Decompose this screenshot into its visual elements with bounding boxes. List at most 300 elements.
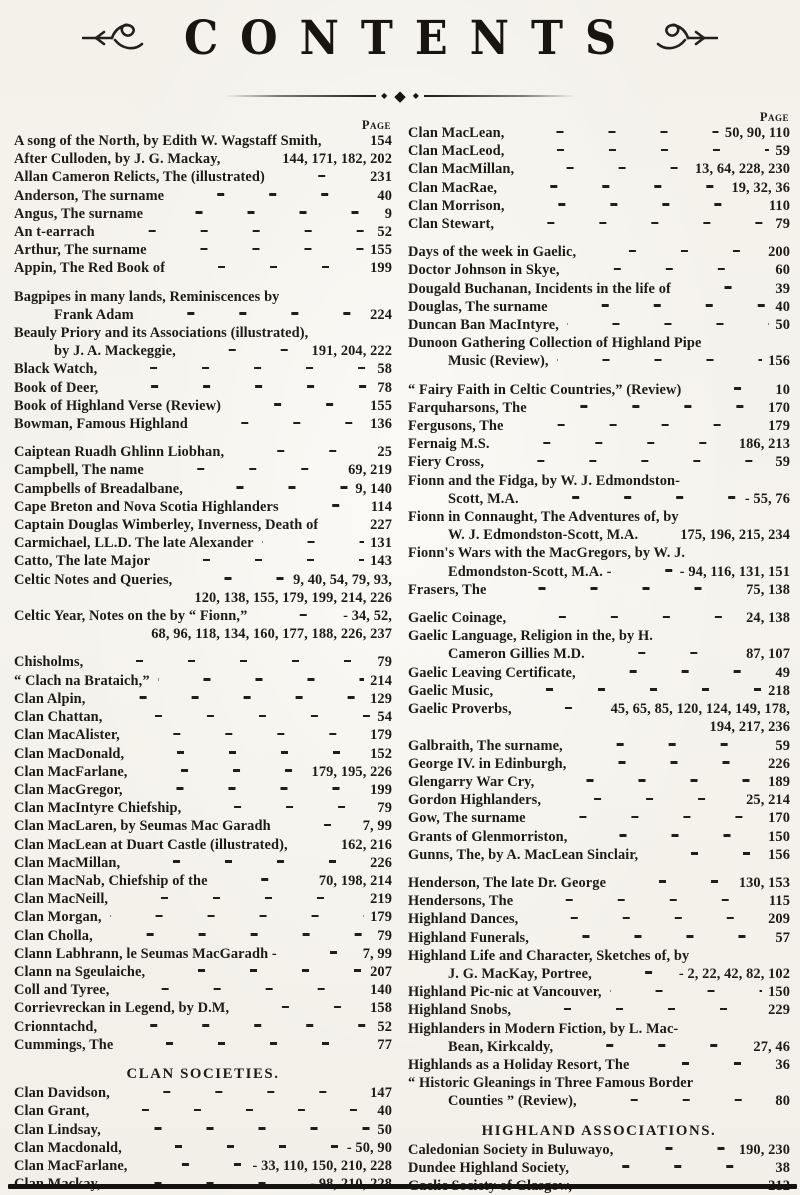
entry-pages: 158: [370, 1000, 392, 1017]
dash-leader: [103, 230, 372, 233]
entry-title: Clan Stewart,: [408, 216, 495, 233]
dash-leader: [522, 167, 689, 170]
toc-entry-line: [408, 160, 790, 178]
toc-entry-line: [14, 708, 392, 726]
toc-column-left: [14, 118, 392, 1195]
toc-entry-line: [14, 781, 392, 799]
dash-leader: [498, 442, 733, 445]
entry-title: Clan MacFarlane,: [14, 763, 128, 780]
group-gap: [14, 643, 392, 653]
entry-pages: 13, 64, 228, 230: [694, 161, 790, 178]
entry-pages: 38: [775, 1159, 790, 1176]
dash-leader: [97, 1109, 371, 1112]
toc-entry-line: [14, 672, 392, 690]
dash-leader: [326, 523, 364, 526]
entry-pages: 115: [768, 893, 790, 910]
dash-leader: [561, 1044, 747, 1047]
entry-title: Dougald Buchanan, Incidents in the life of: [408, 280, 671, 297]
toc-entry-line: [408, 682, 790, 700]
dash-leader: [557, 359, 763, 362]
dash-leader: [585, 1099, 770, 1102]
toc-entry-line: [408, 718, 790, 736]
entry-pages: 156: [768, 846, 790, 863]
toc-entry-line: [408, 563, 790, 581]
dash-leader: [614, 880, 733, 883]
entry-title: Captain Douglas Wimberley, Inverness, Death of: [14, 517, 319, 534]
entry-pages: 155: [370, 242, 392, 259]
entry-pages: 231: [370, 169, 392, 186]
entry-title: Frasers, The: [408, 581, 487, 598]
section-heading: HIGHLAND ASSOCIATIONS.: [481, 1122, 717, 1139]
group-gap: [14, 1054, 392, 1064]
entry-pages: 25, 214: [746, 792, 790, 809]
toc-entry-line: [14, 288, 392, 306]
dash-leader: [567, 323, 769, 326]
entry-title: Music (Review),: [448, 353, 549, 370]
entry-title: Cape Breton and Nova Scotia Highlanders: [14, 498, 279, 515]
entry-pages: 39: [775, 280, 790, 297]
page-column-header-left: Page: [361, 118, 391, 132]
masthead: [0, 0, 800, 68]
toc-entry-line: [408, 399, 790, 417]
flourish-right-icon: [656, 20, 718, 59]
entry-pages: 7, 99: [362, 818, 392, 835]
toc-entry-line: [14, 745, 392, 763]
toc-entry-line: [14, 1157, 392, 1175]
entry-title: Clan Alpin,: [14, 690, 86, 707]
entry-title: Caledonian Society in Buluwayo,: [408, 1141, 614, 1158]
group-gap: [14, 433, 392, 443]
entry-title: Beauly Priory and its Associations (illustrated),: [14, 325, 309, 342]
entry-title: Clan Lindsay,: [14, 1121, 101, 1138]
entry-pages: 227: [370, 517, 392, 534]
entry-title: Fionn in Connaught, The Adventures of, by: [408, 509, 679, 526]
dash-leader: [296, 842, 335, 845]
toc-entry-line: [14, 223, 392, 241]
entry-title: “ Historic Gleanings in Three Famous Border: [408, 1075, 694, 1092]
dash-leader: [128, 733, 364, 736]
entry-pages: 214: [370, 672, 392, 689]
entry-pages: 130, 153: [738, 874, 790, 891]
entry-title: Catto, The late Major: [14, 553, 151, 570]
toc-entry-line: [408, 261, 790, 279]
entry-title: Campbell, The name: [14, 462, 144, 479]
dash-leader: [229, 403, 364, 406]
dash-leader: [91, 660, 371, 663]
entry-pages: - 34, 52,: [343, 608, 392, 625]
toc-entry-line: [408, 508, 790, 526]
toc-entry-line: [408, 298, 790, 316]
entry-pages: 79: [377, 800, 392, 817]
page-title: CONTENTS: [183, 11, 639, 66]
entry-pages: 80: [775, 1093, 790, 1110]
toc-entry-line: [14, 1036, 392, 1054]
entry-title: J. G. MacKay, Portree,: [448, 965, 592, 982]
entry-title: by J. A. Mackeggie,: [54, 343, 176, 360]
dash-leader: [153, 969, 364, 972]
entry-title: Bean, Kirkcaldy,: [448, 1038, 554, 1055]
entry-title: Campbells of Breadalbane,: [14, 480, 183, 497]
entry-title: Fiery Cross,: [408, 454, 485, 471]
entry-title: Clan MacGregor,: [14, 781, 123, 798]
entry-pages: 9, 40, 54, 79, 93,: [293, 571, 392, 588]
toc-entry-line: [408, 947, 790, 965]
toc-entry-line: [14, 1102, 392, 1120]
entry-pages: 120, 138, 155, 179, 199, 214, 226: [194, 589, 392, 606]
entry-title: Caiptean Ruadh Ghlinn Liobhan,: [14, 444, 225, 461]
toc-entry-line: [408, 526, 790, 544]
entry-pages: 155: [370, 397, 392, 414]
entry-pages: 179: [370, 727, 392, 744]
entry-title: Chisholms,: [14, 654, 84, 671]
entry-title: Clan MacRae,: [408, 179, 498, 196]
dash-leader: [709, 341, 784, 344]
dash-leader: [527, 496, 739, 499]
dash-leader: [255, 614, 337, 617]
entry-pages: 226: [768, 755, 790, 772]
toc-columns: [14, 110, 790, 1195]
dash-leader: [593, 652, 740, 655]
entry-title: Duncan Ban MacIntyre,: [408, 317, 559, 334]
dash-leader: [646, 533, 674, 536]
entry-pages: 110: [768, 197, 790, 214]
toc-entry-line: [408, 645, 790, 663]
dash-leader: [279, 824, 357, 827]
entry-pages: - 55, 76: [744, 490, 790, 507]
entry-title: Angus, The surname: [14, 205, 144, 222]
dash-leader: [285, 951, 357, 954]
toc-entry-line: [14, 763, 392, 781]
toc-entry-line: [408, 453, 790, 471]
toc-entry-line: [14, 854, 392, 872]
toc-entry-line: [408, 179, 790, 197]
toc-entry-line: [408, 828, 790, 846]
dash-leader: [688, 478, 784, 481]
entry-title: Highland Snobs,: [408, 1002, 512, 1019]
dash-leader: [542, 779, 762, 782]
dash-leader: [116, 897, 364, 900]
entry-title: Clan Morrison,: [408, 197, 505, 214]
entry-pages: 143: [370, 553, 392, 570]
toc-entry-line: [14, 1139, 392, 1157]
entry-title: Clann na Sgeulaiche,: [14, 963, 146, 980]
dash-leader: [574, 761, 762, 764]
toc-entry-line: [408, 243, 790, 261]
entry-pages: 79: [775, 216, 790, 233]
dash-leader: [136, 1163, 247, 1166]
entry-pages: - 33, 110, 150, 210, 228: [252, 1157, 392, 1174]
dash-leader: [101, 933, 372, 936]
entry-title: Frank Adam: [54, 306, 134, 323]
entry-pages: 68, 96, 118, 134, 160, 177, 188, 226, 237: [151, 626, 392, 643]
dash-leader: [130, 1145, 341, 1148]
toc-entry-line: [14, 1018, 392, 1036]
entry-title: Celtic Notes and Queries,: [14, 571, 173, 588]
dash-leader: [189, 806, 371, 809]
dash-leader: [512, 424, 763, 427]
entry-pages: 190, 230: [738, 1141, 790, 1158]
dash-leader: [152, 468, 342, 471]
toc-entry-line: [14, 360, 392, 378]
entry-pages: 170: [768, 810, 790, 827]
entry-pages: 229: [768, 1002, 790, 1019]
entry-title: Book of Highland Verse (Review): [14, 397, 221, 414]
entry-title: Dundee Highland Society,: [408, 1159, 570, 1176]
toc-entry-line: [14, 443, 392, 461]
dash-leader: [151, 211, 379, 214]
toc-entry-line: [14, 726, 392, 744]
dash-leader: [216, 878, 313, 881]
dash-leader: [637, 1062, 769, 1065]
dash-leader: [537, 935, 769, 938]
toc-entry-line: [14, 690, 392, 708]
entry-pages: 49: [775, 664, 790, 681]
entry-title: Galbraith, The surname,: [408, 737, 563, 754]
toc-entry-line: [14, 589, 392, 607]
entry-pages: 40: [377, 187, 392, 204]
entry-pages: 179: [768, 418, 790, 435]
toc-entry-line: [14, 259, 392, 277]
toc-entry-line: [408, 1074, 790, 1092]
dash-leader: [505, 185, 725, 188]
dash-leader: [142, 312, 364, 315]
dash-leader: [228, 157, 276, 160]
toc-entry-line: [408, 1092, 790, 1110]
toc-entry-line: [14, 498, 392, 516]
dash-leader: [173, 266, 364, 269]
entry-title: Glengarry War Cry,: [408, 773, 535, 790]
entry-pages: 186, 213: [738, 436, 790, 453]
entry-title: Clan MacNeill,: [14, 891, 109, 908]
dash-leader: [494, 587, 740, 590]
entry-title: Clan Morgan,: [14, 909, 102, 926]
toc-entry-line: [14, 999, 392, 1017]
dash-leader: [620, 569, 674, 572]
dash-leader: [158, 678, 364, 681]
toc-entry-line: [408, 581, 790, 599]
dash-leader: [118, 1091, 364, 1094]
toc-entry-line: [408, 809, 790, 827]
entry-title: Days of the week in Gaelic,: [408, 244, 577, 261]
entry-title: Clan MacIntyre Chiefship,: [14, 800, 182, 817]
entry-pages: 114: [370, 498, 392, 515]
entry-title: Clan Chattan,: [14, 709, 103, 726]
toc-entry-line: [14, 981, 392, 999]
entry-title: Corrievreckan in Legend, by D.M,: [14, 1000, 230, 1017]
dash-leader: [502, 222, 769, 225]
entry-title: “ Fairy Faith in Celtic Countries,” (Review): [408, 381, 682, 398]
dash-leader: [316, 331, 386, 334]
toc-entry-line: [14, 461, 392, 479]
group-gap: [408, 233, 790, 243]
dash-leader: [679, 286, 770, 289]
dash-leader: [158, 559, 364, 562]
section-heading: CLAN SOCIETIES.: [126, 1065, 280, 1082]
entry-pages: 194, 217, 236: [709, 719, 790, 736]
toc-entry-line: [408, 544, 790, 562]
dash-leader: [172, 193, 371, 196]
entry-pages: 209: [768, 911, 790, 928]
toc-entry-line: [14, 241, 392, 259]
dash-leader: [105, 367, 371, 370]
dash-leader: [22, 595, 188, 598]
toc-entry-line: [14, 963, 392, 981]
dash-leader: [287, 294, 386, 297]
entry-pages: 59: [775, 737, 790, 754]
entry-pages: 150: [768, 984, 790, 1001]
entry-pages: 9, 140: [355, 480, 392, 497]
flourish-left-icon: [82, 20, 144, 59]
dash-leader: [131, 787, 364, 790]
entry-title: Scott, M.A.: [448, 490, 519, 507]
entry-title: Clan MacLean,: [408, 125, 505, 141]
toc-entry-line: [408, 1038, 790, 1056]
dash-leader: [110, 715, 371, 718]
entry-title: Fionn's Wars with the MacGregors, by W. J.: [408, 545, 686, 562]
dash-leader: [191, 486, 349, 489]
toc-entry-line: [408, 874, 790, 892]
entry-title: Bowman, Famous Highland: [14, 416, 188, 433]
entry-title: Dunoon Gathering Collection of Highland Pipe: [408, 335, 702, 352]
entry-title: Douglas, The surname: [408, 298, 548, 315]
entry-title: Gaelic Coinage,: [408, 610, 507, 627]
entry-title: Edmondston-Scott, M.A. -: [448, 563, 612, 580]
dash-leader: [577, 1165, 769, 1168]
dash-leader: [512, 131, 718, 134]
entry-title: Farquharsons, The: [408, 399, 527, 416]
entry-pages: 9: [384, 205, 392, 222]
toc-entry-line: [14, 324, 392, 342]
toc-entry-line: [408, 381, 790, 399]
entry-pages: 199: [370, 781, 392, 798]
entry-title: Book of Deer,: [14, 379, 99, 396]
entry-pages: 87, 107: [746, 646, 790, 663]
group-gap: [408, 371, 790, 381]
dash-leader: [646, 852, 762, 855]
divider-dot-left-icon: ◆: [381, 91, 388, 100]
entry-pages: 200: [768, 244, 790, 261]
toc-entry-line: [14, 927, 392, 945]
entry-pages: 152: [370, 745, 392, 762]
entry-title: Highland Life and Character, Sketches of, by: [408, 947, 690, 964]
entry-pages: 218: [768, 682, 790, 699]
toc-entry-line: [408, 316, 790, 334]
toc-entry-line: [14, 836, 392, 854]
group-gap: [14, 278, 392, 288]
dash-leader: [512, 149, 769, 152]
entry-title: Gunns, The, by A. MacLean Sinclair,: [408, 846, 639, 863]
divider-line-right: [424, 95, 576, 97]
entry-title: Crionntachd,: [14, 1018, 98, 1035]
entry-title: Clan MacMillan,: [408, 161, 515, 178]
toc-entry-line: [14, 552, 392, 570]
entry-title: Clan Cholla,: [14, 927, 93, 944]
toc-entry-line: [408, 983, 790, 1001]
entry-title: After Culloden, by J. G. Mackay,: [14, 151, 221, 168]
entry-pages: 79: [377, 927, 392, 944]
entry-pages: 54: [377, 709, 392, 726]
dash-leader: [521, 899, 763, 902]
entry-pages: 131: [370, 535, 392, 552]
dash-leader: [105, 1024, 371, 1027]
entry-pages: 59: [775, 143, 790, 160]
entry-title: Cameron Gillies M.D.: [448, 646, 585, 663]
toc-entry-line: [408, 435, 790, 453]
entry-pages: 52: [377, 1018, 392, 1035]
dash-leader: [416, 725, 704, 728]
entry-title: Clann Labhrann, le Seumas MacGaradh -: [14, 945, 277, 962]
toc-entry-line: [14, 187, 392, 205]
entry-pages: 189: [768, 773, 790, 790]
dash-leader: [687, 515, 784, 518]
toc-entry-line: [14, 480, 392, 498]
entry-pages: 77: [377, 1036, 392, 1053]
toc-entry-line: [408, 215, 790, 233]
entry-pages: - 2, 22, 42, 82, 102: [678, 965, 790, 982]
toc-entry-line: [408, 791, 790, 809]
dash-leader: [106, 385, 371, 388]
entry-title: Clan MacLeod,: [408, 143, 505, 160]
entry-title: Celtic Year, Notes on the by “ Fionn,”: [14, 608, 248, 625]
dash-leader: [584, 670, 770, 673]
entry-title: Fionn and the Fidga, by W. J. Edmondston-: [408, 472, 681, 489]
entry-pages: 36: [775, 1056, 790, 1073]
group-gap: [408, 599, 790, 609]
entry-title: Highlands as a Holiday Resort, The: [408, 1056, 630, 1073]
toc-entry-line: [14, 571, 392, 589]
entry-title: Anderson, The surname: [14, 187, 165, 204]
entry-pages: 191, 204, 222: [311, 343, 392, 360]
dash-leader: [514, 616, 740, 619]
toc-entry-line: [14, 653, 392, 671]
toc-entry-line: [408, 1159, 790, 1177]
dash-leader: [600, 971, 673, 974]
toc-entry-line: [408, 892, 790, 910]
dash-leader: [110, 915, 365, 918]
entry-pages: 179: [370, 909, 392, 926]
entry-pages: 10: [775, 381, 790, 398]
dash-leader: [568, 268, 770, 271]
entry-pages: 24, 138: [746, 610, 790, 627]
entry-pages: 207: [370, 963, 392, 980]
dash-leader: [237, 1006, 364, 1009]
toc-entry-line: [14, 150, 392, 168]
entry-pages: 58: [377, 361, 392, 378]
toc-entry-line: [408, 352, 790, 370]
toc-entry-line: [408, 1141, 790, 1159]
entry-title: Clan Grant,: [14, 1103, 90, 1120]
toc-entry-line: [14, 534, 392, 552]
toc-entry-line: [14, 1121, 392, 1139]
dash-leader: [232, 450, 371, 453]
toc-column-right: [408, 110, 790, 1195]
dash-leader: [155, 248, 364, 251]
divider-dot-right-icon: ◆: [412, 91, 419, 100]
dash-leader: [196, 422, 364, 425]
toc-entry-line: [408, 490, 790, 508]
entry-title: Arthur, The surname: [14, 242, 147, 259]
dash-leader: [330, 139, 365, 142]
toc-entry-line: [14, 890, 392, 908]
dash-leader: [132, 751, 364, 754]
dash-leader: [584, 250, 762, 253]
entry-title: Fergusons, The: [408, 418, 504, 435]
toc-entry-line: [408, 700, 790, 718]
toc-entry-line: [408, 965, 790, 983]
dash-leader: [535, 405, 762, 408]
toc-entry-line: [14, 908, 392, 926]
toc-entry-line: [14, 397, 392, 415]
